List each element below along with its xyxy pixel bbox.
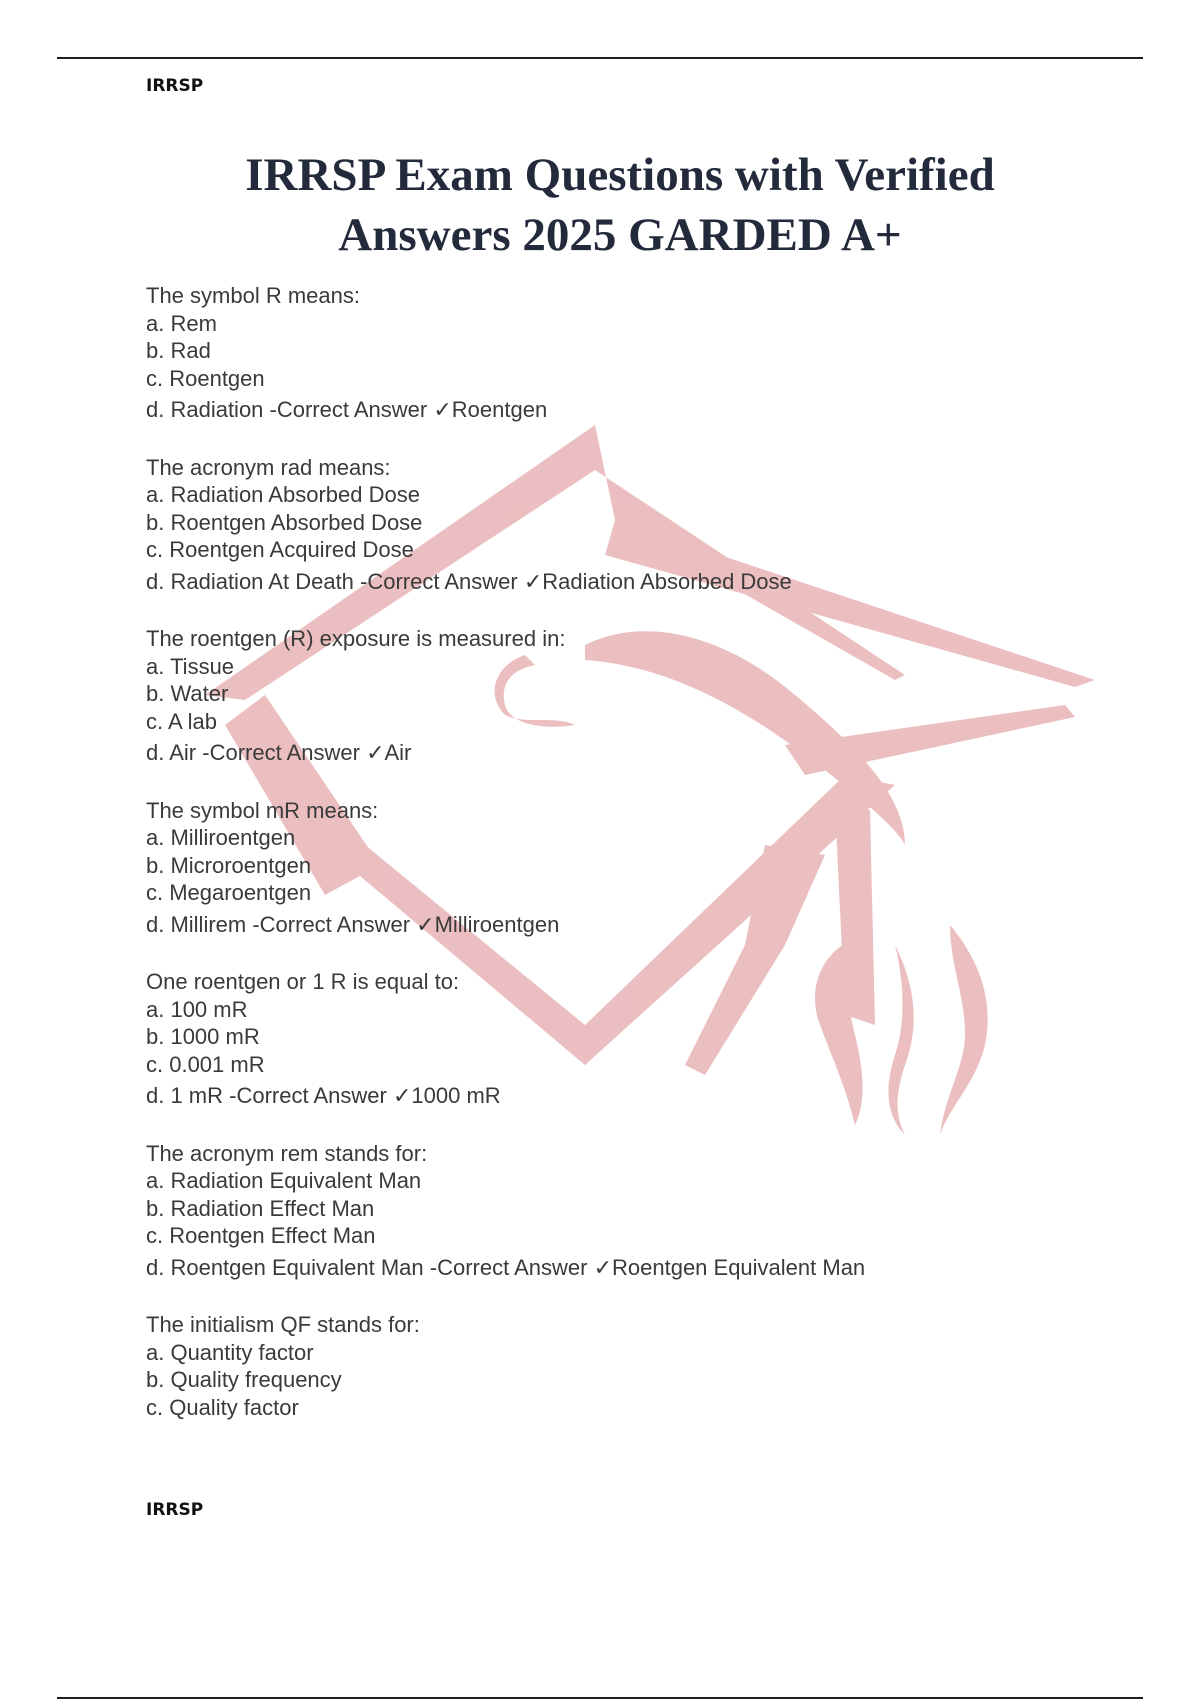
answer-option-with-correct-answer: d. Air -Correct Answer ✓Air [146,740,412,765]
question-prompt: One roentgen or 1 R is equal to: [146,969,460,994]
question-block [146,282,1106,424]
question-prompt: The acronym rad means: [146,454,391,480]
answer-option-with-correct-answer: d. Millirem -Correct Answer ✓Milliroentgen [146,911,560,937]
answer-option-with-correct-answer: d. 1 mR -Correct Answer ✓1000 mR [146,1083,501,1108]
answer-option: c. Roentgen [146,365,265,391]
question-prompt: The symbol mR means: [146,797,379,823]
question-prompt: The symbol R means: [146,283,360,308]
answer-option: b. Water [146,681,229,706]
running-header: IRRSP [146,76,204,96]
question-prompt: The initialism QF stands for: [146,1312,420,1337]
document-title-line-1: IRRSP Exam Questions with Verified [245,149,995,201]
question-block [146,968,1106,1110]
answer-option: b. Roentgen Absorbed Dose [146,509,423,535]
document-title-line-2: Answers 2025 GARDED A+ [338,209,902,261]
top-rule [57,57,1143,59]
question-prompt: The roentgen (R) exposure is measured in: [146,626,566,651]
answer-option: b. Microroentgen [146,852,312,878]
question-prompt: The acronym rem stands for: [146,1140,428,1166]
answer-option: a. Tissue [146,653,235,679]
answer-option-with-correct-answer: d. Radiation -Correct Answer ✓Roentgen [146,397,548,422]
answer-option: c. Megaroentgen [146,880,312,905]
question-block [146,625,1106,767]
answer-option: c. Roentgen Acquired Dose [146,537,414,562]
running-footer: IRRSP [146,1500,204,1520]
answer-option-with-correct-answer: d. Radiation At Death -Correct Answer ✓Radiation Absorbed Dose [146,568,792,594]
answer-option: a. Milliroentgen [146,825,296,850]
answer-option: c. Quality factor [146,1394,299,1420]
answer-option: a. Radiation Absorbed Dose [146,482,420,507]
answer-option: b. Quality frequency [146,1367,342,1392]
answer-option: a. Radiation Equivalent Man [146,1168,422,1193]
answer-option-with-correct-answer: d. Roentgen Equivalent Man -Correct Answer ✓Roentgen Equivalent Man [146,1254,866,1280]
answer-option: b. Rad [146,338,211,363]
answer-option: a. Rem [146,310,217,336]
question-block [146,454,1106,596]
question-block [146,797,1106,939]
bottom-rule [57,1697,1143,1699]
answer-option: b. Radiation Effect Man [146,1195,375,1221]
question-block [146,1140,1106,1282]
answer-option: c. Roentgen Effect Man [146,1223,376,1248]
answer-option: a. Quantity factor [146,1339,314,1365]
answer-option: c. A lab [146,708,217,734]
answer-option: a. 100 mR [146,996,248,1022]
question-list [146,282,1106,1451]
answer-option: b. 1000 mR [146,1024,260,1049]
document-title [130,145,1110,265]
answer-option: c. 0.001 mR [146,1051,265,1077]
question-block [146,1311,1106,1421]
